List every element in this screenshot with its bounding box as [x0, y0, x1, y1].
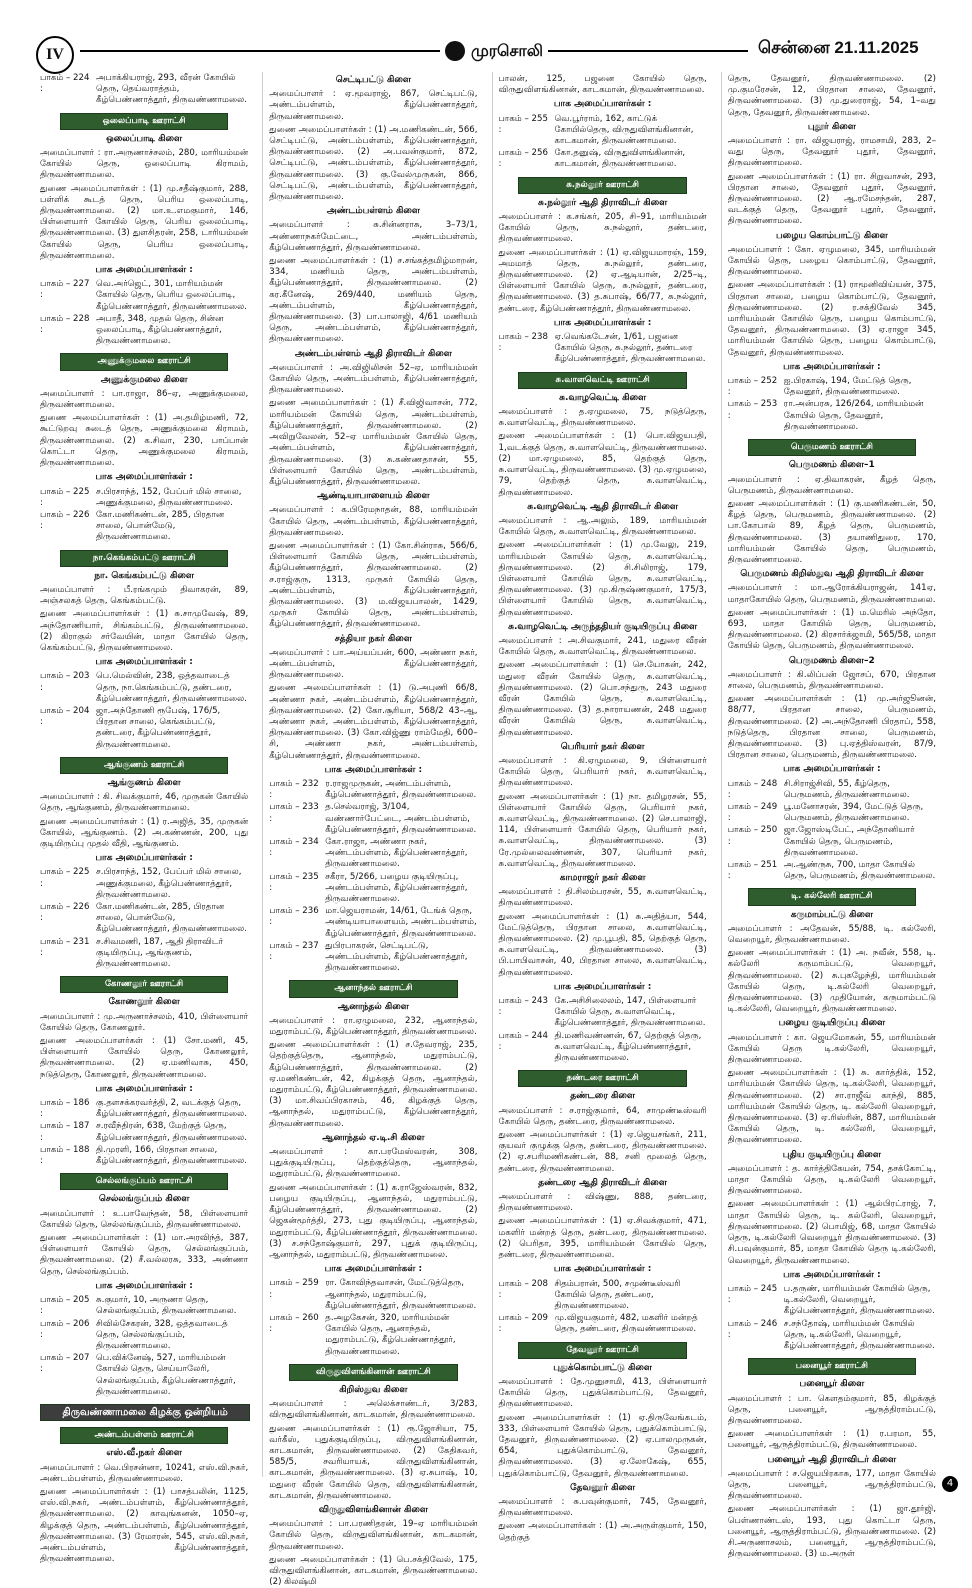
appointment-paragraph: அமைப்பாளர் : சு.பவுன்குமார், 745, தேவனூர், திருவண்ணாமலை.: [498, 1496, 707, 1519]
appointment-paragraph: துணை அமைப்பாளர்கள் : (1) ஜா.தூர்ஜி, பெள்ணாண்டஸ், 193, புது கொட்டா தெரு, பனையூர், ஆருத்திராம்பட்டு, திருவண்ணாமலை. (2) சி.அருணாசலம், பனையூர், ஆருத்திராம்பட்டு, திருவண்ணாமலை. (3) ம.அருள்: [727, 1504, 936, 1560]
appointment-paragraph: அமைப்பாளர் : கா.பரமேஸ்வரன், 308, புதுக்குடியிருப்பு, தெற்குத்தெரு, ஆனாந்தல், மதுராம்பட்டு, திருவண்ணாமலை.: [269, 1147, 478, 1180]
appointment-paragraph: அமைப்பாளர் : தே.முனுசாமி, 413, பிள்ளையார் கோயில் தெரு, புதுக்கொம்பாட்டு, தேவனூர், திருவண்ணாமலை.: [498, 1376, 707, 1410]
booth-holder: மு.விஜயகுமார், 482, மகளிர் மன்றத் தெரு, தண்டரை, திருவண்ணாமலை.: [554, 1313, 698, 1335]
branch-heading: ஒலைப்பாடி கிளை: [106, 133, 183, 144]
booth-entry: [728, 860, 936, 882]
booth-entry: [269, 941, 477, 975]
branch-heading: காமராஜர் நகர் கிளை: [559, 873, 646, 883]
branch-heading: பாக அமைப்பாளர்கள் :: [324, 1264, 423, 1275]
appointment-paragraph: துணை அமைப்பாளர்கள் : (1) மு.அர்ஜூனன், 88/77, பிரதான சாலை, பெருமணம், திருவண்ணாமலை. (2) அ.அந்தோணி பிரதாப், 558, நடுத்தெரு, பிரதான சாலை, பெருமணம், திருவண்ணாமலை. (3) பு.ஏத்திஸ்வரன், 87/9, பிரதான சாலை, பெருமணம், திருவண்ணாமலை.: [727, 694, 936, 761]
section-heading: பனையூர் ஊராட்சி: [748, 1358, 917, 1375]
branch-heading: பெருமணம் கிளை–1: [788, 460, 875, 471]
appointment-paragraph: துணை அமைப்பாளர்கள் : (1) அ. நவீன், 558, டி. கல்லேரி கருமாம்பட்டு, வெறையூர், திருவண்ணாமலை. (2) சு.புகழேந்தி, மாரியம்மன் கோயில் தெரு, டி.கல்லேரி வெறையூர், திருவண்ணாமலை. (3) முதியோன், கருமாம்பட்டு டி.கல்லேரி, வெறையூர், திருவண்ணாமலை.: [727, 948, 936, 1015]
booth-holder: வெ.அர்ஜெட், 301, மாரியம்மன் கோயில் தெரு, பெரிய ஒலைப்பாடி, கீழ்பெண்ணாத்தூர், திருவண்ணாமலை.: [96, 279, 247, 312]
appointment-paragraph: அமைப்பாளர் : அலெக்சாண்டர், 3/283, விருதுவிளங்கினான், காடகமான், திருவண்ணாமலை.: [269, 1399, 478, 1421]
booth-holder: த.செல்வராஜ், 3/104, வண்ணார்பேட்டை, அண்டம்பள்ளம், கீழ்பெண்ணாத்தூர், திருவண்ணாமலை.: [325, 802, 477, 835]
booth-entry: [269, 837, 477, 871]
booth-holder: ச.சிவமணி, 187, ஆதி திராவிடர் குடியிருப்பு, ஆங்குணம், திருவண்ணாமலை.: [96, 936, 224, 970]
booth-entry: [499, 1031, 707, 1065]
booth-number: பாகம் – 231 :: [40, 936, 90, 958]
booth-number: பாகம் – 232 :: [269, 778, 319, 801]
branch-heading: எஸ்.வீ.நகர் கிளை: [106, 1448, 182, 1459]
branch-heading: விருதுவிளங்கினான் கிளை: [318, 1504, 429, 1515]
booth-holder: ஜா.அந்தோணி ரூபேஷ், 176/5, பிரதான சாலை, கெங்கம்பட்டு, தண்டரை, கீழ்பெண்ணாத்தூர், திருவண்ணாமலை.: [96, 705, 221, 750]
booth-number: பாகம் – 186 :: [40, 1098, 90, 1120]
branch-heading: பாக அமைப்பாளர்கள் :: [783, 361, 881, 372]
booth-entry: [728, 779, 936, 801]
booth-entry: [499, 332, 707, 366]
appointment-paragraph: துணை அமைப்பாளர்கள் : (1) ரூ.ஜோசியா, 75, வர்கீஸ், புதுக்குடியிருப்பு, விருதுவிளங்கினான், காடகமான், திருவண்ணாமலை. (2) கேதிகவர், 585/5, சவரியாயக், விருதுவிளங்கினான், காடகமான், திருவண்ணாமலை. (3) ஏ.சுபாஷ், 10, மதுரை வீரன் கோயில் தெரு, விருதுவிளங்கினான், காடகமான், திருவண்ணாமலை.: [269, 1423, 478, 1501]
branch-heading: பாக அமைப்பாளர்கள் :: [324, 764, 423, 775]
appointment-paragraph: துணை அமைப்பாளர்கள் : (1) அ.மணிகண்டன், 566, செட்டிபட்டு, அண்டம்பள்ளம், கீழ்பெண்ணாத்தூர், திருவண்ணாமலை. (2) அ.பவன்குமார், 872, செட்டிபட்டு, அண்டம்பள்ளம், கீழ்பெண்ணாத்தூர், திருவண்ணாமலை. (3) கு.வேல்முருகன், 866, செட்டிபட்டு, அண்டம்பள்ளம், கீழ்பெண்ணாத்தூர், திருவண்ணாமலை.: [269, 124, 478, 203]
booth-entry: [40, 937, 248, 971]
appointment-paragraph: அமைப்பாளர் : அ.விஜிலிசன் 52–ஏ, மாரியம்மன் கோயில் தெரு, அண்டம்பள்ளம், கீழ்பெண்ணாத்தூர், திருவண்ணாமலை.: [269, 362, 478, 396]
appointment-paragraph: அமைப்பாளர் : பா.ராஜா, 86–ஏ, அணுக்குமலை, திருவண்ணாமலை.: [40, 388, 249, 411]
branch-heading: சு.வாழவெட்டி ஆதி திராவிடர் கிளை: [527, 501, 679, 512]
branch-heading: ஆனாந்தல் ஏ.டி.சி கிளை: [322, 1132, 425, 1143]
appointment-paragraph: அமைப்பாளர் : கி.லிப்பன் ஜோசப், 670, பிரதான சாலை, பெருமணம், திருவண்ணாமலை.: [727, 669, 936, 691]
appointment-paragraph: அமைப்பாளர் : சு.சின்னராசு, 3–73/1, அண்ணாநகர்மேட்டை, அண்டம்பள்ளம், கீழ்பெண்ணாத்தூர், திருவண்ணாமலை.: [269, 220, 478, 253]
appointment-paragraph: துணை அமைப்பாளர்கள் : (1) பாசத்பலின், 1125, எஸ்.வி.நகர், அண்டம்பள்ளம், கீழ்பெண்ணாத்தூர், திருவண்ணாமலை. (2) காவுங்கனன், 1050–ஏ, கிழக்குத் தெரு, அண்டம்பள்ளம், கீழ்பெண்ணாத்தூர், திருவண்ணாமலை. (3) ரேமாரன், 545, எஸ்.வி.நகர், அண்டம்பள்ளம், கீழ்பெண்ணாத்தூர், திருவண்ணாமலை.: [40, 1486, 249, 1565]
dateline: சென்னை 21.11.2025: [758, 38, 919, 57]
page-header: [0, 0, 972, 66]
branch-heading: பாக அமைப்பாளர்கள் :: [95, 265, 193, 276]
page-number-badge: IV: [36, 36, 74, 74]
newspaper-logo-icon: [445, 41, 465, 61]
branch-heading: பெருமணம் கிளை–2: [788, 655, 875, 666]
booth-number: பாகம் – 256 :: [498, 148, 548, 170]
section-heading: நா.கெங்கம்பட்டு ஊராட்சி: [60, 550, 229, 567]
appointment-paragraph: துணை அமைப்பாளர்கள் : (1) கோ.சின்ராசு, 566/6, பிள்ளையார் கோயில் தெரு, அண்டம்பள்ளம், கீழ்பெண்ணாத்தூர், திருவண்ணாமலை. (2) ச.ராஜ்குரு, 1313, முருகர் கோயில் தெரு, அண்டம்பள்ளம், கீழ்பெண்ணாத்தூர், திருவண்ணாமலை. (3) ம.விஜயபாலன், 1429, முருகர் கோயில் தெரு, அண்டம்பள்ளம், கீழ்பெண்ணாத்தூர், திருவண்ணாமலை.: [269, 540, 478, 630]
appointment-paragraph: துணை அமைப்பாளர்கள் : (1) ஏ.சிவக்குமார், 471, மகளிர் மன்றத் தெரு, தண்டரை, திருவண்ணாமலை. (2) பெரிதா, 395, மாரியம்மன் கோயில் தெரு, தண்டரை, திருவண்ணாமலை.: [498, 1216, 707, 1261]
booth-number: பாகம் – 251 :: [727, 860, 778, 882]
appointment-paragraph: அமைப்பாளர் : அதேவன், 55/88, டி. கல்லேரி, வெறையூர், திருவண்ணாமலை.: [727, 923, 936, 946]
booth-holder: ப.தருண், மாரியம்மன் கோயில் தெரு, டி.கல்லேரி, வெறையூர், கீழ்பெண்ணாத்தூர், திருவண்ணாமலை.: [783, 1283, 935, 1317]
appointment-paragraph: துணை அமைப்பாளர்கள் : (1) ஏ.திருவேங்கடம், 333, பிள்ளையார் கோயில் தெரு, புதுக்கொம்பாட்டு, தேவனூர், திருவண்ணாமலை. (2) ஏ.பாலமுருகன், 654, புதுக்கொம்பாட்டு, தேவனூர், திருவண்ணாமலை. (3) ஏ.லோகேஷ், 655, புதுக்கொம்பாட்டு, தேவனூர், திருவண்ணாமலை.: [498, 1412, 707, 1479]
branch-heading: பனையூர் ஆதி திராவிடர் கிளை: [767, 1454, 897, 1465]
appointment-paragraph: அமைப்பாளர் : கி. சிவக்குமார், 46, முருகன் கோயில் தெரு, ஆங்குணம், திருவண்ணாமலை.: [40, 792, 249, 814]
booth-number: பாகம் – 209 :: [498, 1313, 548, 1335]
booth-entry: [728, 802, 936, 824]
booth-number: பாகம் – 224 :: [40, 73, 90, 95]
branch-heading: ஆனாந்தல் கிளை: [337, 1001, 409, 1012]
branch-heading: பாக அமைப்பாளர்கள் :: [783, 1269, 881, 1280]
booth-number: பாகம் – 205 :: [40, 1295, 90, 1317]
branch-heading: பாக அமைப்பாளர்கள் :: [95, 1280, 193, 1291]
booth-number: பாகம் – 237 :: [269, 940, 319, 963]
appointment-paragraph: துணை அமைப்பாளர்கள் : (1) சு. கார்த்திக், 152, மாரியம்மன் கோயில் தெரு, டி.கல்லேரி, வெறையூர், திருவண்ணாமலை. (2) சா.ராஜீவ் காந்தி, 885, மாரியம்மன் கோயில் தெரு, டி. கல்லேரி வெறையூர், திருவண்ணாமலை. (3) ஏ.ரிஸ்ரின், 887, மாரியம்மன் கோயில் தெரு, டி. கல்லேரி, வெறையூர், திருவண்ணாமலை.: [727, 1068, 936, 1146]
appointment-paragraph: அமைப்பாளர் : ரா.ஏழுமலை, 232, ஆனாந்தல், மதுராம்பட்டு, கீழ்பெண்ணாத்தூர், திருவண்ணாமலை.: [269, 1015, 478, 1038]
booth-entry: [499, 148, 707, 170]
appointment-paragraph: துணை அமைப்பாளர்கள் : (1) ச.சங்கத்தமிழ்மாறன், 334, மணியம் தெரு, அண்டம்பள்ளம், கீழ்பெண்ணாத்தூர், திருவண்ணாமலை. (2) கர.கீனேஷ், 269/440, மணியம் தெரு, அண்டம்பள்ளம், கீழ்பெண்ணாத்தூர், திருவண்ணாமலை. (3) பா.பாலாஜி, 4/61 மணியம் தெரு, அண்டம்பள்ளம், கீழ்பெண்ணாத்தூர், திருவண்ணாமலை.: [269, 256, 478, 345]
booth-entry: [40, 314, 248, 348]
appointment-paragraph: அமைப்பாளர் : பா.அய்யப்பன், 600, அண்ணா நகர், அண்டம்பள்ளம், கீழ்பெண்ணாத்தூர், திருவண்ணாமலை.: [269, 647, 478, 681]
booth-entry: [40, 1319, 248, 1353]
booth-number: பாகம் – 188 :: [40, 1144, 90, 1167]
appointment-paragraph: துணை அமைப்பாளர்கள் : (1) ம.மெரில் அந்தோ, 693, மாதா கோயில் தெரு, பெருமணம், திருவண்ணாமலை. (2) கிரசார்க்ஜாமி, 565/58, மாதா கோயில் தெரு, பெருமணம், திருவண்ணாமலை.: [727, 607, 936, 652]
appointment-paragraph: துணை அமைப்பாளர்கள் : (1) ஏ.ஜெயசங்கர், 211, குயவர் குழுக்கு தெரு, தண்டரை, திருவண்ணாமலை. (2) ஏ.சபரிமணிகண்டன், 88, சனி மூலைத் தெரு, தண்டரை, திருவண்ணாமலை.: [498, 1130, 707, 1174]
booth-entry: [269, 802, 477, 836]
booth-number: பாகம் – 227 :: [40, 279, 90, 301]
branch-heading: தண்டரை கிளை: [570, 1091, 636, 1102]
appointment-paragraph: துணை அமைப்பாளர்கள் : (1) டு.அபுணி 66/8, அண்ணா நகர், அண்டம்பள்ளம், கீழ்பெண்ணாத்தூர், திருவண்ணாமலை. (2) கோ.சூரியா, 568/2 43–ஆ, அண்ணா நகர், அண்டம்பள்ளம், கீழ்பெண்ணாத்தூர், திருவண்ணாமலை. (3) கோ.விஜ்ணு ராம்மேதி, 600–சி, அண்ணா நகர், அண்டம்பள்ளம், கீழ்பெண்ணாத்தூர், திருவண்ணாமலை.: [269, 683, 478, 761]
booth-number: பாகம் – 252 :: [727, 376, 778, 398]
branch-heading: பழைய கொம்பாட்டு கிளை: [775, 230, 888, 241]
booth-entry: [499, 1313, 707, 1335]
appointment-paragraph: தெரு, தேவனூர், திருவண்ணாமலை. (2) மு.குமரேசன், 12, பிரதான சாலை, தேவனூர், திருவண்ணாமலை. (3) மு.துரைராஜ், 54, 1–வது தெரு, தேவனூர், திருவண்ணாமலை.: [727, 74, 936, 118]
booth-holder: அ.ஆண்ருசு, 700, மாதா கோயில் தெரு, பெருமணம், திருவண்ணாமலை.: [783, 860, 936, 882]
appointment-paragraph: அமைப்பாளர் : தி.சிலம்பரசன், 55, சு.வாளவெட்டி, திருவண்ணாமலை.: [498, 887, 707, 909]
branch-heading: கருமாம்பட்டு கிளை: [790, 909, 874, 920]
booth-number: பாகம் – 246 :: [727, 1318, 778, 1340]
booth-entry: [40, 671, 248, 705]
booth-number: பாகம் – 187 :: [40, 1121, 90, 1143]
booth-number: பாகம் – 245 :: [727, 1283, 778, 1306]
branch-heading: புதுக்கொம்பாட்டு கிளை: [553, 1362, 652, 1373]
booth-holder: கோ.ராஜா, அண்ணா நகர், அண்டம்பள்ளம், கீழ்பெண்ணாத்தூர், திருவண்ணாமலை.: [325, 837, 468, 870]
booth-holder: சிதம்பரான், 500, சமுண்டீஸ்வரி கோயில் தெரு, தண்டரை, திருவண்ணாமலை.: [554, 1278, 681, 1311]
booth-holder: தி.மணிவண்ணன், 67, தெற்குத் தெரு, சு.வாளவெட்டி, கீழ்பெண்ணாத்தூர், திருவண்ணாமலை.: [554, 1030, 702, 1064]
appointment-paragraph: துணை அமைப்பாளர்கள் : (1) நா. தமிழரசன், 55, பிள்ளையார் கோயில் தெரு, பெரியார் நகர், சு.வாளவெட்டி, திருவண்ணாமலை. (2) செ.பாலாஜி, 114, பிள்ளையார் கோயில் தெரு, பெரியார் நகர், சு.வாளவெட்டி, திருவண்ணாமலை. (3) ரே.முல்லைவண்ணன், 307, பெரியார் நகர், சு.வாளவெட்டி, திருவண்ணாமலை.: [498, 791, 707, 869]
appointment-paragraph: அமைப்பாளர் : த. கார்த்திகேயன், 754, தசக்கோட்டி, மாதா கோயில் தெரு, டி.கல்லேரி வெறையூர், திருவண்ணாமலை.: [727, 1163, 936, 1197]
column-2: [262, 72, 483, 1588]
booth-number: பாகம் – 234 :: [269, 837, 319, 859]
booth-holder: பெ.மெல்வின், 238, ஒத்தவாடைத் தெரு, நா.கெங்கம்பட்டு, தண்டரை, கீழ்பெண்ணாத்தூர், திருவண்ணாமலை.: [96, 671, 247, 704]
section-heading: சு.வாளவெட்டி ஊராட்சி: [518, 372, 687, 389]
booth-holder: வெ.பூர்ராம், 162, காட்டுக் கோயில்தெரு, விருதுவிளங்கினான், காடகமான், திருவண்ணாமலை.: [554, 113, 694, 147]
branch-heading: கோணலூர் கிளை: [108, 997, 180, 1008]
appointment-paragraph: அமைப்பாளர் : விஷ்ணு, 888, தண்டரை, திருவண்ணாமலை.: [498, 1192, 707, 1214]
section-heading: அண்டம்பள்ளம் ஊராட்சி: [60, 1427, 229, 1444]
appointment-paragraph: துணை அமைப்பாளர்கள் : (1) ஆல்பிரட்ராஜ், 7, மாதா கோயில் தெரு, டி. கல்லேரி, வெறையூர், திருவண்ணாமலை. (2) பொமிஜ், 68, மாதா கோயில் தெரு, டி.கல்லேரி வெறையூர் திருவண்ணாமலை. (3) சி.பவுன்குமார், 85, மாதா கோயில் தெரு டி.கல்லேரி, வெறையூர், திருவண்ணாமலை.: [727, 1199, 936, 1266]
booth-entry: [40, 867, 248, 901]
branch-heading: தேவனூர் கிளை: [570, 1482, 636, 1493]
booth-number: பாகம் – 226 :: [40, 902, 90, 924]
booth-entry: [728, 1284, 936, 1318]
appointment-paragraph: அமைப்பாளர் : ச.ஜெயபிரகாசு, 177, மாதா கோயில் தெரு, பனையூர், ஆருத்திராம்பட்டு, திருவண்ணாமலை.: [727, 1468, 936, 1502]
booth-number: பாகம் – 236 :: [269, 906, 319, 928]
branch-heading: அண்டம்பள்ளம் ஆதி திராவிடர் கிளை: [294, 348, 452, 359]
booth-holder: ச.பிரசாந்த், 152, பேப்பர் மில் சாலை, அணுக்குமலை, கீழ்பெண்ணாத்தூர், திருவண்ணாமலை.: [96, 867, 242, 900]
booth-number: பாகம் – 260 :: [269, 1312, 319, 1335]
branch-heading: சு.வாழவெட்டி அருந்ததியர் குடியிருப்பு கிளை: [508, 621, 698, 632]
footer-page-number: 4: [942, 1476, 958, 1492]
appointment-paragraph: துணை அமைப்பாளர்கள் : (1) ச.தேவராஜ், 235, தெற்குத்தெரு, ஆனாந்தல், மதுராம்பட்டு, கீழ்பெண்ணாத்தூர், திருவண்ணாமலை. (2) ஏ.மணிகண்டன், 42, கிழக்குத் தெரு, ஆனாந்தல், மதுராம்பட்டு, கீழ்பெண்ணாத்தூர், திருவண்ணாமலை. (3) மா.சிவப்பிரகாசம், 46, கிழக்குத் தெரு, ஆனாந்தல், மதுராம்பட்டு, கீழ்பெண்ணாத்தூர், திருவண்ணாமலை.: [269, 1040, 478, 1129]
section-heading: ஆங்குணம் ஊராட்சி: [60, 757, 229, 774]
branch-heading: பாக அமைப்பாளர்கள் :: [95, 472, 193, 483]
appointment-paragraph: துணை அமைப்பாளர்கள் : (1) பெ.சக்திவேல், 175, விருதுவிளங்கினான், காடகமான், திருவண்ணாமலை. (2) கிலஷ்மி: [269, 1554, 478, 1588]
booth-holder: பூ.மனோசரன், 394, மேட்டுத் தெரு, பெருமணம், திருவண்ணாமலை.: [783, 801, 924, 824]
booth-entry: [269, 1278, 477, 1312]
section-heading: கோணலூர் ஊராட்சி: [60, 976, 229, 993]
booth-number: பாகம் – 243 :: [498, 996, 548, 1018]
booth-holder: சு.குமார், 10, அருணா தெரு, செல்லங்குப்பம், திருவண்ணாமலை.: [96, 1295, 237, 1317]
booth-holder: தி.முரளி, 166, பிரதான சாலை, கீழ்பெண்ணாத்தூர், திருவண்ணாமலை.: [96, 1144, 247, 1167]
appointment-paragraph: துணை அமைப்பாளர்கள் : (1) பொ.விஜயபதி, 1,வடக்குத் தெரு, சு.வாளவெட்டி, திருவண்ணாமலை. (2) மா.ஏழுமலை, 85, தெற்குத் தெரு, சு.வாளவெட்டி, திருவண்ணாமலை. (3) மு.ஏழுமலை, 79, தெற்குத் தெரு, சு.வாளவெட்டி, திருவண்ணாமலை.: [498, 431, 707, 498]
booth-number: பாகம் – 225 :: [40, 486, 90, 508]
appointment-paragraph: துணை அமைப்பாளர்கள் : (1) க.ராஜேஸ்வரன், 832, பழைய குடியிருப்பு, ஆனாந்தல், மதுராம்பட்டு, கீழ்பெண்ணாத்தூர், திருவண்ணாமலை. (2) ஜெகன்மூர்த்தி, 273, புது குடியிருப்பு, ஆனாந்தல், மதுராம்பட்டு, கீழ்பெண்ணாத்தூர், திருவண்ணாமலை. (3) ச.சந்தோஷ்குமார், 297, புதுக் குடியிருப்பு, ஆனாந்தல், மதுராம்பட்டு, திருவண்ணாமலை.: [269, 1182, 478, 1260]
booth-holder: அபாதீ, 348, முதல் தெரு, சின்ன ஒலைப்பாடி, கீழ்பெண்ணாத்தூர், திருவண்ணாமலை.: [96, 313, 224, 347]
booth-entry: [40, 487, 248, 509]
booth-holder: கோ.தனுஷ், விருதுவிளங்கினான், காடகமான், திருவண்ணாமலை.: [554, 148, 686, 170]
booth-number: பாகம் – 226 :: [40, 509, 90, 532]
booth-holder: கே.அசிசிலைலம், 147, பிள்ளையார் கோயில் தெரு, சு.வாளவெட்டி, கீழ்பெண்ணாத்தூர், திருவண்ணாமலை.: [554, 996, 706, 1029]
appointment-paragraph: அமைப்பாளர் : ஏ.மூவராஜ், 867, செட்டிபட்டு, அண்டம்பள்ளம், கீழ்பெண்ணாத்தூர், திருவண்ணாமலை.: [269, 89, 478, 122]
booth-holder: ரா.அன்பரசு, 126/264, மாரியம்மன் கோயில் தெரு, தேவனூர், திருவண்ணாமலை.: [783, 399, 924, 432]
appointment-paragraph: பாலன், 125, பஜனை கோயில் தெரு, விருதுவிளங்கினான், காடகமான், திருவண்ணாமலை.: [498, 74, 707, 96]
booth-number: பாகம் – 250 :: [727, 825, 778, 847]
appointment-paragraph: அமைப்பாளர் : ச.ராஜ்குமார், 64, சாமுண்டீஸ்வரி கோயில் தெரு, தண்டரை, திருவண்ணாமலை.: [498, 1105, 707, 1127]
booth-number: பாகம் – 208 :: [498, 1278, 548, 1300]
booth-number: பாகம் – 204 :: [40, 705, 90, 728]
booth-number: பாகம் – 203 :: [40, 671, 90, 693]
appointment-paragraph: துணை அமைப்பாளர்கள் : (1) அ.தமிழ்மணி, 72, கூட்டுறவு சுடைத் தெரு, அணுக்குமலை கிராமம், திருவண்ணாமலை. (2) க.சிவா, 230, பாப்பான் கொட்டா தெரு, அணுக்குமலை கிராமம், திருவண்ணாமலை.: [40, 413, 249, 469]
branch-heading: சு.வாழவெட்டி கிளை: [559, 392, 647, 403]
booth-holder: கோ.மணிகண்டன், 285, பிரதான சாலை, பொன்மேடு, திருவண்ணாமலை.: [96, 509, 225, 543]
booth-holder: ரா. கோவிந்தவாசன், மேட்டுத்தெரு, ஆனாந்தல், மதுராம்பட்டு, கீழ்பெண்ணாத்தூர், திருவண்ணாமலை.: [325, 1278, 477, 1311]
booth-holder: ச.சந்தோஷ், மாரியம்மன் கோயில் தெரு, டி.கல்லேரி, வெறையூர், கீழ்பெண்ணாத்தூர், திருவண்ணாமலை.: [783, 1318, 935, 1351]
appointment-paragraph: துணை அமைப்பாளர்கள் : (1) ரா. சிறுவாசன், 293, பிரதான சாலை, தேவனூர் புதூர், தேவனூர், திருவண்ணாமலை. (2) ஆ.ரமேசந்தன், 287, வடக்குத் தெரு, தேவனூர் புதூர், தேவனூர், திருவண்ணாமலை.: [727, 171, 936, 227]
branch-heading: பாக அமைப்பாளர்கள் :: [95, 853, 193, 864]
header-rule-left: [80, 50, 440, 52]
branch-heading: ஆண்டியாபாளையம் கிளை: [317, 491, 430, 502]
booth-holder: கோ.மணிகண்டன், 285, பிரதான சாலை, பொன்மேடு, கீழ்பெண்ணாத்தூர், திருவண்ணாமலை.: [96, 902, 247, 935]
branch-heading: புதூர் கிளை: [807, 121, 856, 132]
appointment-paragraph: துணை அமைப்பாளர்கள் : (1) செ.யோகன், 242, மதுரை வீரன் கோயில் தெரு, சு.வாளவெட்டி, திருவண்ணாமலை. (2) பொ.சந்துரு, 243 மதுரை வீரன் கோயில் தெரு, சு.வாளவெட்டி, திருவண்ணாமலை. (3) த.நாராயணன், 248 மதுரை வீரன் கோயில் தெரு, சு.வாளவெட்டி, திருவண்ணாமலை.: [498, 660, 707, 738]
appointment-paragraph: அமைப்பாளர் : உ.பாவேந்தன், 58, பிள்ளையார் கோயில் தெரு, செல்லங்குப்பம், திருவண்ணாமலை.: [40, 1208, 249, 1230]
booth-entry: [269, 1313, 477, 1358]
appointment-paragraph: துணை அமைப்பாளர்கள் : (1) அ.அருள்குமார், 150, தெற்குத்: [498, 1521, 707, 1543]
booth-holder: துபிரபாகரன், செட்டிபட்டு, அண்டம்பள்ளம், கீழ்பெண்ணாத்தூர், திருவண்ணாமலை.: [325, 940, 468, 974]
branch-heading: பெருமணம் கிறிஸ்துவ ஆதி திராவிடர் கிளை: [740, 569, 924, 580]
booth-entry: [40, 1145, 248, 1167]
booth-entry: [40, 1353, 248, 1398]
booth-entry: [269, 906, 477, 940]
booth-entry: [40, 510, 248, 544]
appointment-paragraph: அமைப்பாளர் : வெ.பிரசன்னா, 10241, எஸ்.வி.நகர், அண்டம்பள்ளம், திருவண்ணாமலை.: [40, 1462, 249, 1484]
appointment-paragraph: அமைப்பாளர் : த.ஏழுமலை, 75, நடுத்தெரு, சு.வாளவெட்டி, திருவண்ணாமலை.: [498, 407, 707, 429]
branch-heading: கிறிஸ்துவ கிளை: [339, 1384, 408, 1395]
booth-number: பாகம் – 238 :: [498, 332, 548, 354]
booth-entry: [40, 73, 248, 107]
booth-number: பாகம் – 206 :: [40, 1318, 90, 1340]
appointment-paragraph: துணை அமைப்பாளர்கள் : (1) சோ.மணி, 45, பிள்ளையார் கோயில் தெரு, கோணலூர், திருவண்ணாமலை. (2) ஏ.மணிவாசு, 450, நடுத்தெரு, கோணலூர், திருவண்ணாமலை.: [40, 1036, 249, 1080]
branch-heading: ஆங்குணம் கிளை: [107, 777, 181, 788]
branch-heading: செல்லங்குப்பம் கிளை: [98, 1194, 190, 1205]
appointment-paragraph: அமைப்பாளர் : ரா.அருணாச்சலம், 280, மாரியம்மன் கோயில் தெரு, ஒலைப்பாடி கிராமம், திருவண்ணாமலை.: [40, 148, 249, 181]
appointment-paragraph: அமைப்பாளர் : பா. கௌதம்குமார், 85, கிழக்குத் தெரு, பனையூர், ஆருத்திராம்பட்டு, திருவண்ணாமலை.: [727, 1393, 936, 1426]
booth-holder: சகீரா, 5/266, பழைய குடியிருப்பு, அண்டம்பள்ளம், கீழ்பெண்ணாத்தூர், திருவண்ணாமலை.: [325, 871, 468, 905]
branch-heading: நா. கெங்கம்பட்டு கிளை: [94, 570, 194, 581]
booth-holder: பெ.விக்னேஷ், 527, மாரியம்மன் கோயில் தெரு, செய்யாலேரி, செல்லங்குப்பம், கீழ்பெண்ணாத்தூர், திருவண்ணாமலை.: [96, 1353, 236, 1397]
branch-heading: சத்தியா நகர் கிளை: [334, 633, 412, 644]
booth-number: பாகம் – 255 :: [498, 113, 548, 135]
masthead: [445, 38, 543, 64]
header-rule-right: [548, 50, 748, 52]
branch-heading: பழைய குடியிருப்பு கிளை: [778, 1018, 886, 1029]
appointment-paragraph: அமைப்பாளர் : கோ. ஏழுமலை, 345, மாரியம்மன் கோயில் தெரு, பழைய கொம்பாட்டு, தேவனூர், திருவண்ணாமலை.: [727, 244, 936, 278]
booth-entry: [40, 279, 248, 313]
branch-heading: பாக அமைப்பாளர்கள் :: [553, 99, 652, 110]
booth-number: பாகம் – 249 :: [727, 801, 778, 824]
booth-number: பாகம் – 259 :: [269, 1278, 319, 1300]
appointment-paragraph: துணை அமைப்பாளர்கள் : (1) ஏ.விஜயமாரஞ், 159, அமமாத் தெரு, சு.நல்லூர், தண்டரை, திருவண்ணாமலை. (2) ஏ.ஆடியான், 2/25–டி, பிள்ளையார் கோயில் தெரு, சு.நல்லூர், தண்டரை, திருவண்ணாமலை. (3) த.சுபாஷ், 66/77, சு.நல்லூர், தண்டரை, கீழ்பெண்ணாத்தூர், திருவண்ணாமலை.: [498, 247, 707, 314]
appointment-paragraph: துணை அமைப்பாளர்கள் : (1) சு.சாமுவேஷ், 89, அந்தோணியார், சிங்கம்பட்டு, திருவண்ணாமலை. (2) கிராகுல் சர்வேயின், மாதா கோயில் தெரு, கெங்கம்பட்டு, திருவண்ணாமலை.: [40, 609, 249, 653]
booth-number: பாகம் – 235 :: [269, 871, 319, 893]
booth-number: பாகம் – 207 :: [40, 1353, 90, 1375]
branch-heading: பாக அமைப்பாளர்கள் :: [95, 1083, 193, 1094]
branch-heading: பாக அமைப்பாளர்கள் :: [783, 764, 881, 775]
booth-holder: அபாக்கியராஜ், 293, வீரன் கோயில் தெரு, தெய்வராத்தம், கீழ்பெண்ணாத்தூர், திருவண்ணாமலை.: [96, 73, 247, 106]
branch-heading: தண்டரை ஆதி திராவிடர் கிளை: [538, 1177, 667, 1188]
section-heading: விருதுவிளங்கினான் ஊராட்சி: [289, 1364, 458, 1381]
booth-entry: [728, 399, 936, 433]
masthead-title: முரசொலி: [471, 40, 543, 60]
branch-heading: பாக அமைப்பாளர்கள் :: [95, 657, 193, 668]
branch-heading: பெரியார் நகர் கிளை: [560, 741, 645, 752]
appointment-paragraph: அமைப்பாளர் : ரா. விஜயராஜ், ராமசாமி, 283, 2–வது தெரு, தேவனூர் புதூர், தேவனூர், திருவண்ணாமலை.: [727, 136, 936, 169]
section-heading: திருவண்ணாமலை கிழக்கு ஒன்றியம்: [40, 1404, 250, 1421]
booth-entry: [40, 706, 248, 751]
section-heading: பெருமணம் ஊராட்சி: [748, 439, 917, 456]
section-heading: டி. கல்லேரி ஊராட்சி: [748, 888, 917, 905]
appointment-paragraph: அமைப்பாளர் : பீ.ரங்கமும் திவாகரன், 89, அஞ்சலகத் தெரு, கெங்கம்பட்டு.: [40, 584, 249, 607]
booth-holder: கு.தளசக்கரவர்த்தி, 2, வடக்குத் தெரு, கீழ்பெண்ணாத்தூர், திருவண்ணாமலை.: [96, 1098, 247, 1120]
section-heading: சு.நல்லூர் ஊராட்சி: [518, 177, 687, 194]
section-heading: ஒலைப்பாடி ஊராட்சி: [60, 113, 229, 130]
branch-heading: அணுக்குமலை கிளை: [100, 374, 188, 385]
appointment-paragraph: அமைப்பாளர் : க.பிரேமநாதன், 88, மாரியம்மன் கோயில் தெரு, அண்டம்பள்ளம், கீழ்பெண்ணாத்தூர், திருவண்ணாமலை.: [269, 505, 478, 538]
booth-entry: [40, 1121, 248, 1143]
booth-entry: [499, 114, 707, 148]
booth-number: பாகம் – 253 :: [727, 399, 778, 421]
appointment-paragraph: அமைப்பாளர் : ஆ.அலும், 189, மாரியம்மன் கோயில் தெரு, சு.வாளவெட்டி, திருவண்ணாமலை.: [498, 515, 707, 538]
branch-heading: பனையூர் கிளை: [799, 1379, 865, 1390]
branch-heading: அண்டம்பள்ளம் கிளை: [326, 206, 420, 217]
column-3: [492, 72, 713, 1543]
section-heading: செல்லங்குப்பம் ஊராட்சி: [60, 1173, 229, 1190]
booth-number: பாகம் – 244 :: [498, 1030, 548, 1052]
booth-holder: ஜா.ஜோஸ்டிபேட், அந்தோனியார் கோயில் தெரு, பெருமணம், திருவண்ணாமலை.: [783, 825, 915, 858]
booth-entry: [499, 1279, 707, 1313]
article-columns: [40, 72, 942, 1588]
booth-holder: ச.ரவீந்திரன், 638, மேற்குத் தெரு, கீழ்பெண்ணாத்தூர், திருவண்ணாமலை.: [96, 1121, 247, 1143]
branch-heading: செட்டிபட்டு கிளை: [335, 75, 412, 85]
branch-heading: பாக அமைப்பாளர்கள் :: [553, 317, 652, 328]
booth-holder: ஏ.வெங்கடேசன், 1/61, பஜனை கோயில் தெரு, சு.நல்லூர், தண்டரை கீழ்பெண்ணாத்தூர், திருவண்ணாமலை.: [554, 332, 706, 365]
booth-entry: [269, 779, 477, 801]
booth-number: பாகம் – 233 :: [269, 802, 319, 824]
booth-number: பாகம் – 228 :: [40, 313, 90, 336]
branch-heading: சு.நல்லூர் ஆதி திராவிடர் கிளை: [538, 197, 668, 208]
branch-heading: பாக அமைப்பாளர்கள் :: [553, 981, 652, 992]
appointment-paragraph: அமைப்பாளர் : பா.பரணிதரன், 19–ஏ மாரியம்மன் கோயில் தெரு, விருதுவிளங்கினான், காடகமான், திருவண்ணாமலை.: [269, 1519, 478, 1552]
appointment-paragraph: துணை அமைப்பாளர்கள் : (1) ர.அஜித், 35, முருகன் கோயில், ஆங்குணம். (2) அ.கண்ணன், 200, புது குடியிருப்பு முதல் வீதி, ஆங்குணம்.: [40, 816, 249, 849]
appointment-paragraph: துணை அமைப்பாளர்கள் : (1) ர.பரமா, 55, பனையூர், ஆருத்திராம்பட்டு, திருவண்ணாமலை.: [727, 1429, 936, 1451]
booth-holder: ஐ.பிரகாஷ், 194, மேட்டுத் தெரு, தேவனூர், திருவண்ணாமலை.: [783, 376, 912, 398]
appointment-paragraph: அமைப்பாளர் : அ.சிவகுமார், 241, மதுரை வீரன் கோயில் தெரு, சு.வாளவெட்டி, திருவண்ணாமலை.: [498, 635, 707, 658]
booth-entry: [499, 996, 707, 1030]
booth-holder: சி.சிராஜ்சிவி, 55, கீழ்தெரு, பெருமணம், திருவண்ணாமலை.: [783, 778, 910, 800]
booth-holder: ர.ராஜமுருகன், அண்டம்பள்ளம், கீழ்பெண்ணாத்தூர், திருவண்ணாமலை.: [325, 778, 477, 801]
appointment-paragraph: துணை அமைப்பாளர்கள் : (1) ராமூனிவிய்யன், 375, பிரதான சாலை, பழைய கொம்பாட்டு, தேவனூர், திருவண்ணாமலை. (2) ர.சக்திவேல் 345, மாரியம்மன் கோயில் தெரு, பழைய கொம்பாட்டு, தேவனூர், திருவண்ணாமலை. (3) ஏ.ராஜா 345, மாரியம்மன் கோயில் தெரு, பழைய கொம்பாட்டு, தேவனூர், திருவண்ணாமலை.: [727, 280, 936, 358]
appointment-paragraph: அமைப்பாளர் : மு.அருணாச்சலம், 410, பிள்ளையார் கோயில் தெரு, கோணலூர்.: [40, 1011, 249, 1033]
appointment-paragraph: துணை அமைப்பாளர்கள் : (1) மு.வேலு, 219, மாரியம்மன் கோயில் தெரு, சு.வாளவெட்டி, திருவண்ணாமலை. (2) சி.சிலிராஜ், 179, பிள்ளையார் கோயில் தெரு, சு.வாளவெட்டி, திருவண்ணாமலை. (3) மு.கிருஷ்ணகுமார், 175/3, பிள்ளையார் கோயில் தெரு, சு.வாளவெட்டி, திருவண்ணாமலை.: [498, 540, 707, 618]
branch-heading: பாக அமைப்பாளர்கள் :: [553, 1264, 652, 1275]
appointment-paragraph: துணை அமைப்பாளர்கள் : (1) சு.அதித்யா, 544, மேட்டுத்தெரு, பிரதான சாலை, சு.வாளவெட்டி, திருவண்ணாமலை. (2) மு.பூபதி, 85, தெற்குத் தெரு, சு.வாளவெட்டி, திருவண்ணாமலை. (3) பி.பாபிவாசன், 40, பிரதான சாலை, சு.வாளவெட்டி, திருவண்ணாமலை.: [498, 911, 707, 978]
appointment-paragraph: அமைப்பாளர் : ஏ.திவாகரன், கீழத் தெரு, பெருமணம், திருவண்ணாமலை.: [727, 474, 936, 496]
appointment-paragraph: அமைப்பாளர் : மா.ஆரோக்கியராஜன், 141ஏ, மாதாகோயில் தெரு, பெருமணம், திருவண்ணாமலை.: [727, 583, 936, 605]
column-1: [40, 72, 254, 1565]
booth-entry: [728, 1319, 936, 1353]
appointment-paragraph: துணை அமைப்பாளர்கள் : (1) கு.மணிகண்டன், 50, கீழத் தெரு, பெருமணம், திருவண்ணாமலை. (2) பா.கோபால் 89, கீழத் தெரு, பெருமணம், திருவண்ணாமலை. (3) தயாணிதுரை, 170, மாரியம்மன் கோயில் தெரு, பெருமணம், திருவண்ணாமலை.: [727, 498, 936, 565]
appointment-paragraph: அமைப்பாளர் : கி.ஏழுமலை, 9, பிள்ளையார் கோயில் தெரு, பெரியார் நகர், சு.வாளவெட்டி, திருவண்ணாமலை.: [498, 755, 707, 789]
booth-holder: த.அழகேசன், 320, மாரியம்மன் கோயில் தெரு, ஆனாந்தல், மதுராம்பட்டு, கீழ்பெண்ணாத்தூர், திருவண்ணாமலை.: [325, 1312, 456, 1357]
appointment-paragraph: துணை அமைப்பாளர்கள் : (1) சீ.விஜிவாசன், 772, மாரியம்மன் கோயில் தெரு, அண்டம்பள்ளம், கீழ்பெண்ணாத்தூர், திருவண்ணாமலை. (2) அவிறுவேலன், 52–ஏ மாரியம்மன் கோயில் தெரு, அண்டம்பள்ளம், கீழ்பெண்ணாத்தூர், திருவண்ணாமலை. (3) சு.கண்ணதாசன், 55, பிள்ளையார் கோயில் தெரு, அண்டம்பள்ளம், கீழ்பெண்ணாத்தூர், திருவண்ணாமலை.: [269, 398, 478, 487]
booth-entry: [269, 872, 477, 906]
booth-holder: ச.பிரசாந்த், 152, பேப்பர் மில் சாலை, அணுக்குமலை, திருவண்ணாமலை.: [96, 486, 242, 508]
section-heading: தேவனூர் ஊராட்சி: [518, 1342, 687, 1359]
booth-number: பாகம் – 248 :: [727, 778, 778, 800]
booth-entry: [40, 1295, 248, 1317]
booth-entry: [40, 1098, 248, 1120]
booth-entry: [40, 902, 248, 936]
section-heading: ஆனாந்தல் ஊராட்சி: [289, 980, 458, 997]
section-heading: அணுக்குமலை ஊராட்சி: [60, 353, 229, 370]
section-heading: தண்டரை ஊராட்சி: [518, 1070, 687, 1087]
booth-entry: [728, 376, 936, 398]
branch-heading: புதிய குடியிருப்பு கிளை: [782, 1149, 881, 1160]
appointment-paragraph: துணை அமைப்பாளர்கள் : (1) மா.அரவிந்த், 387, பிள்ளையார் கோயில் தெரு, செல்லங்குப்பம், திருவண்ணாமலை. (2) சீ.வல்லரசு, 333, அண்ணா தெரு, செல்லங்குப்பம்.: [40, 1233, 249, 1277]
booth-number: பாகம் – 225 :: [40, 867, 90, 889]
column-4: [721, 72, 942, 1560]
appointment-paragraph: அமைப்பாளர் : க.சங்கர், 205, சி–91, மாரியம்மன் கோயில் தெரு, சு.நல்லூர், தண்டரை, திருவண்ணாமலை.: [498, 212, 707, 245]
booth-holder: மா.ஜெயராமன், 14/61, டேங்க் தெரு, அண்டியாபாளையம், அண்டம்பள்ளம், கீழ்பெண்ணாத்தூர், திருவண்ணாமலை.: [325, 906, 477, 939]
appointment-paragraph: துணை அமைப்பாளர்கள் : (1) மு.சதீஷ்குமார், 288, பள்ளிக் கூடத் தெரு, பெரிய ஒலைப்பாடி, திருவண்ணாமலை. (2) மா.உ.எமகுமார், 146, பிள்ளையார் கோயில் தெரு, பெரிய ஒலைப்பாடி, திருவண்ணாமலை. (3) துளசிதரன், 258, டாரியம்மன் கோயில் தெரு, பெரிய ஒலைப்பாடி, திருவண்ணாமலை.: [40, 183, 249, 261]
booth-entry: [728, 825, 936, 859]
appointment-paragraph: அமைப்பாளர் : கா. ஜெயமோகன், 55, மாரியம்மன் கோயில் தெரு டி.கல்லேரி, வெறையூர், திருவண்ணாமலை.: [727, 1032, 936, 1066]
booth-holder: சிவில்சேகரன், 328, ஒத்தவாடைத் தெரு, செல்லங்குப்பம், திருவண்ணாமலை.: [96, 1318, 228, 1351]
